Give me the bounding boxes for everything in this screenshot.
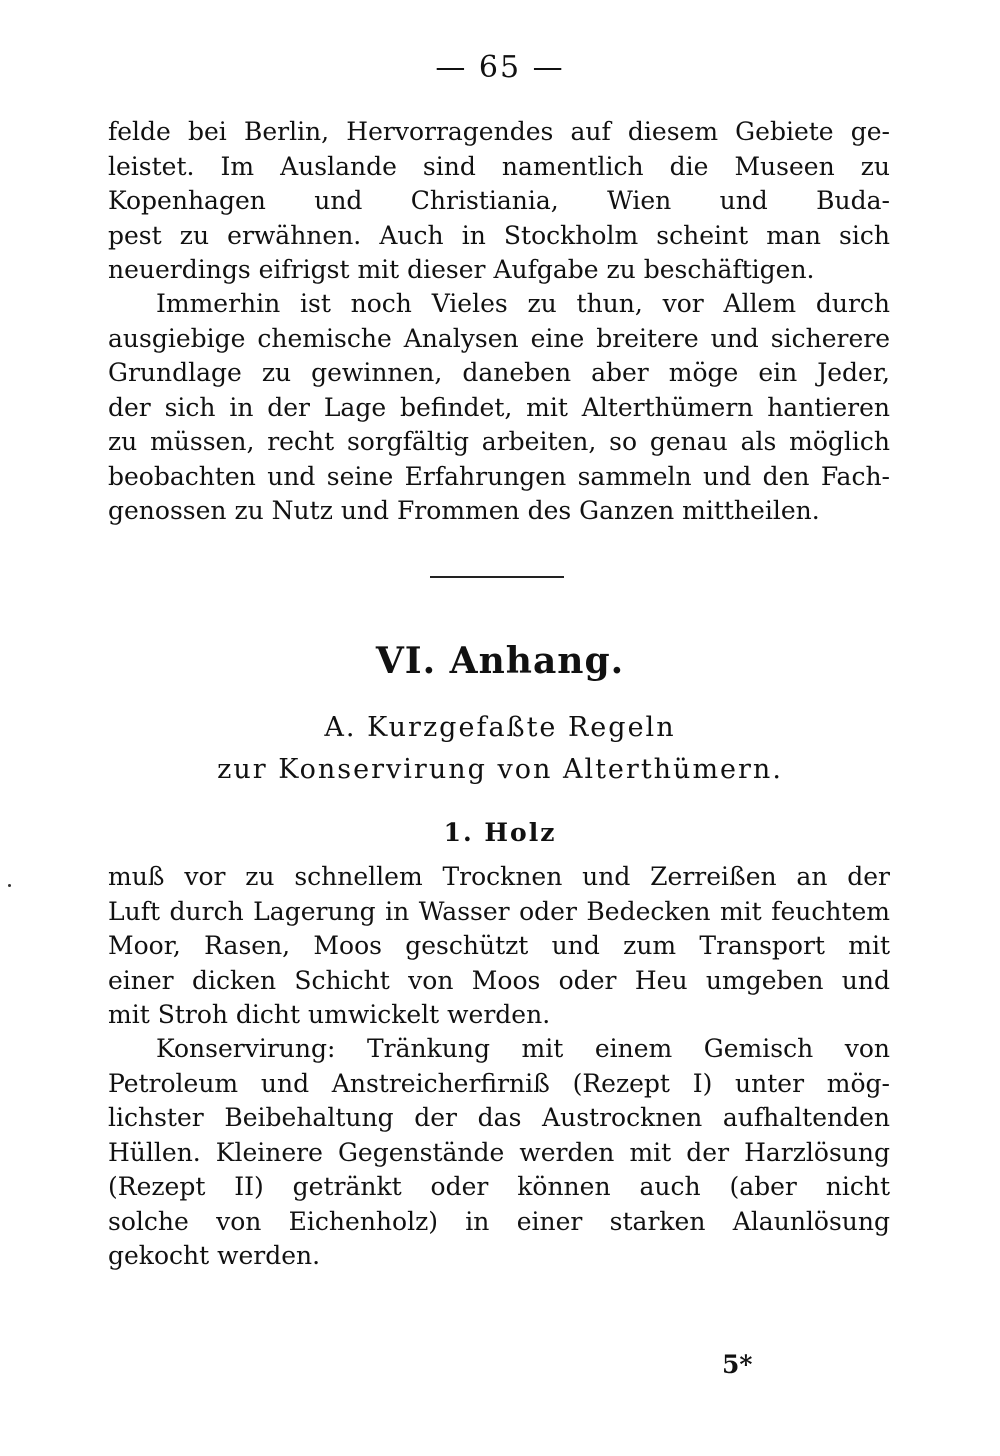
continued-paragraph (108, 115, 890, 288)
page-number: — 65 — (435, 50, 565, 85)
text-line: genossen zu Nutz und Frommen des Ganzen mittheilen. (108, 496, 820, 525)
text-line: Luft durch Lagerung in Wasser oder Bedecken mit feuchtem (108, 896, 890, 926)
margin-speck (8, 884, 11, 887)
text-line: felde bei Berlin, Hervorragendes auf diesem Gebiete ge- (108, 117, 890, 146)
text-line: Moor, Rasen, Moos geschützt und zum Transport mit (108, 931, 890, 960)
text-line: leistet. Im Auslande sind namentlich die Museen zu (108, 151, 890, 181)
text-line: pest zu erwähnen. Auch in Stockholm scheint man sich (108, 220, 890, 250)
text-line: Hüllen. Kleinere Gegenstände werden mit der Harzlösung (108, 1137, 890, 1167)
text-line: Kopenhagen und Christiania, Wien und Buda- (108, 186, 890, 215)
text-line: Konservirung: Tränkung mit einem Gemisch von (156, 1034, 890, 1063)
text-line: der sich in der Lage befindet, mit Alterthümern hantieren (108, 392, 890, 422)
item-heading: 1. Holz (443, 818, 557, 847)
text-line: muß vor zu schnellem Trocknen und Zerreißen an der (108, 862, 890, 891)
text-line: Petroleum und Anstreicherfirniß (Rezept I) unter mög- (108, 1068, 890, 1098)
text-line: mit Stroh dicht umwickelt werden. (108, 1000, 551, 1029)
konservirung-paragraph (108, 1032, 890, 1274)
second-paragraph (108, 287, 890, 529)
signature-mark: 5* (722, 1350, 753, 1379)
text-line: einer dicken Schicht von Moos oder Heu umgeben und (108, 965, 890, 995)
text-line: beobachten und seine Erfahrungen sammeln und den Fach- (108, 461, 890, 491)
section-subtitle-line-1: A. Kurzgefaßte Regeln (324, 712, 676, 743)
text-line: Immerhin ist noch Vieles zu thun, vor Allem durch (156, 289, 890, 318)
section-divider (430, 576, 564, 578)
text-line: neuerdings eifrigst mit dieser Aufgabe zu beschäftigen. (108, 255, 815, 284)
text-line: lichster Beibehaltung der das Austrocknen aufhaltenden (108, 1103, 890, 1132)
holz-paragraph (108, 860, 890, 1033)
text-line: ausgiebige chemische Analysen eine breitere und sicherere (108, 323, 890, 353)
text-line: zu müssen, recht sorgfältig arbeiten, so genau als möglich (108, 427, 890, 456)
text-line: Grundlage zu gewinnen, daneben aber möge ein Jeder, (108, 358, 890, 387)
text-line: solche von Eichenholz) in einer starken Alaunlösung (108, 1206, 890, 1236)
text-line: (Rezept II) getränkt oder können auch (aber nicht (108, 1172, 890, 1201)
text-line: gekocht werden. (108, 1241, 321, 1270)
section-subtitle-line-2: zur Konservirung von Alterthümern. (217, 754, 783, 785)
section-title: VI. Anhang. (375, 640, 625, 682)
